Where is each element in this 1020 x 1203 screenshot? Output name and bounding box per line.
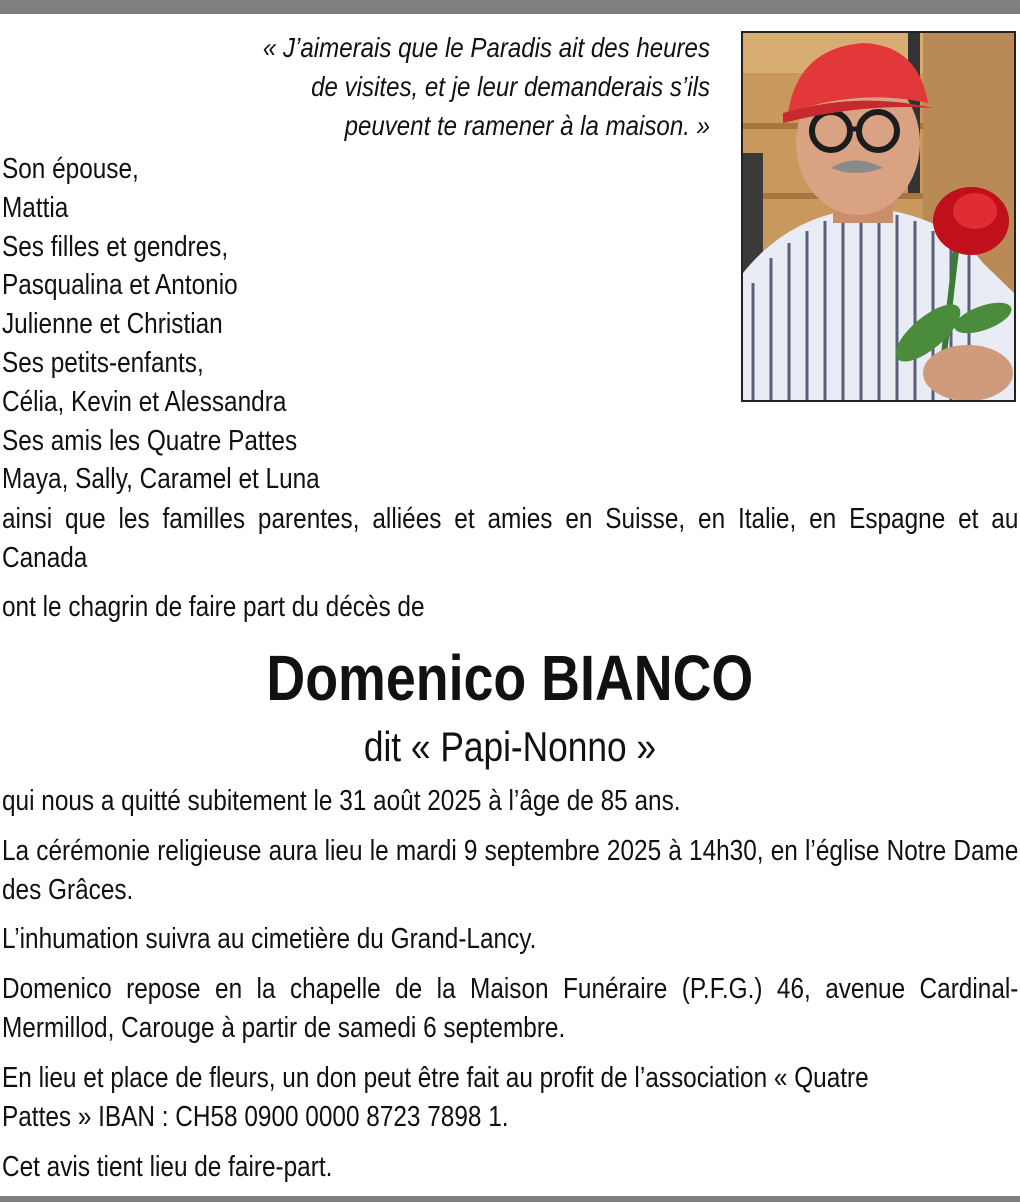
announcement [2, 588, 1018, 627]
donation-paragraph [2, 1059, 1018, 1137]
deceased-nickname-text: dit « Papi-Nonno » [363, 723, 657, 770]
family-line: Pasqualina et Antonio [2, 269, 238, 302]
death-text: qui nous a quitté subitement le 31 août 2025 à l’âge de 85 ans. [2, 785, 681, 817]
family-line: Ses petits-enfants, [2, 346, 204, 379]
donation-text: En lieu et place de fleurs, un don peut être fait au profit de l’association « Quatre Pattes » IBAN : CH58 0900 0000 8723 7898 1. [2, 1062, 869, 1133]
family-line: Mattia [2, 191, 69, 224]
bottom-rule [0, 1196, 1020, 1202]
family-list [2, 150, 380, 499]
ceremony-text: La cérémonie religieuse aura lieu le mardi 9 septembre 2025 à 14h30, en l’église Notre Dame des Grâces. [2, 835, 1019, 906]
death-paragraph [2, 782, 1018, 821]
closing-paragraph [2, 1148, 1018, 1187]
relatives-text: ainsi que les familles parentes, alliées et amies en Suisse, en Italie, en Espagne et au Canada [2, 503, 1019, 574]
burial-paragraph [2, 920, 1018, 959]
deceased-name [0, 640, 1020, 716]
announcement-text: ont le chagrin de faire part du décès de [2, 591, 425, 623]
family-line: Ses filles et gendres, [2, 230, 229, 263]
ceremony-paragraph [2, 832, 1018, 910]
deceased-name-text: Domenico BIANCO [266, 642, 754, 714]
family-line: Ses amis les Quatre Pattes [2, 424, 298, 457]
quote-line: « J’aimerais que le Paradis ait des heures [262, 32, 710, 63]
rest-text: Domenico repose en la chapelle de la Maison Funéraire (P.F.G.) 46, avenue Cardinal-Mermillod, Carouge à partir de samedi 6 septembre. [2, 973, 1019, 1044]
rest-paragraph [2, 970, 1018, 1048]
epigraph-quote [203, 28, 710, 145]
family-line: Julienne et Christian [2, 308, 223, 341]
deceased-nickname [0, 722, 1020, 772]
family-line: Célia, Kevin et Alessandra [2, 385, 287, 418]
family-line: Maya, Sally, Caramel et Luna [2, 463, 320, 496]
quote-line: de visites, et je leur demanderais s’ils [311, 71, 710, 102]
relatives-paragraph [2, 500, 1018, 578]
portrait-illustration [743, 33, 1014, 400]
family-line: Son épouse, [2, 153, 139, 185]
closing-text: Cet avis tient lieu de faire-part. [2, 1151, 333, 1183]
top-rule [0, 0, 1020, 14]
quote-line: peuvent te ramener à la maison. » [344, 110, 710, 141]
portrait-photo [741, 31, 1016, 402]
burial-text: L’inhumation suivra au cimetière du Grand-Lancy. [2, 923, 537, 955]
